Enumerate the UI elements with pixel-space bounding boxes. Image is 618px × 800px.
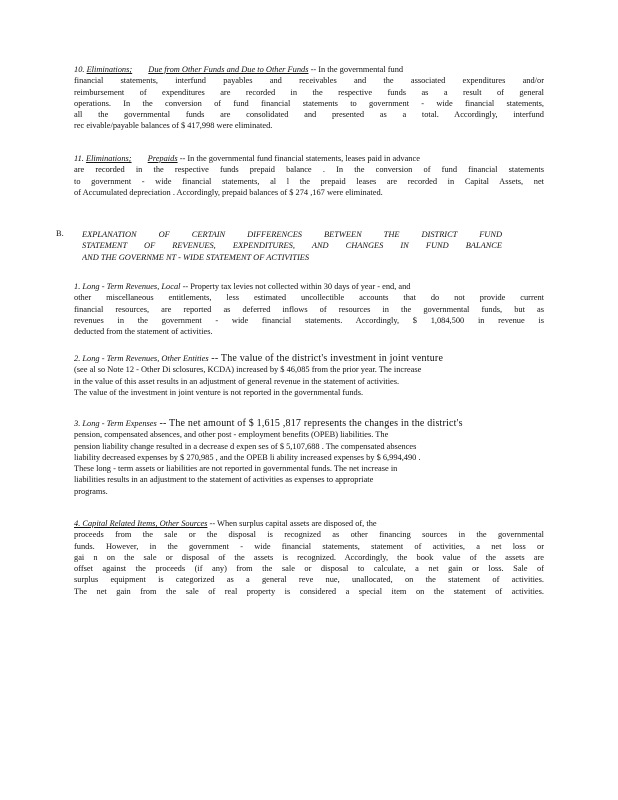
section-11-title: Eliminations;	[85, 154, 132, 163]
section-11-subject: Prepaids	[147, 154, 178, 163]
section-1-line-4: deducted from the statement of activities.	[74, 327, 213, 337]
section-10-heading-line	[74, 64, 544, 75]
section-1-heading-line	[74, 281, 544, 292]
section-2-heading-line	[74, 353, 544, 364]
section-1-long-term-revenues-local	[74, 281, 544, 337]
section-10-number: 10.	[74, 65, 85, 74]
section-2-line-2: The value of the investment in joint venture is not reported in the governmental funds.	[74, 387, 364, 397]
section-11-eliminations-prepaids	[74, 153, 544, 198]
section-11-number: 11.	[74, 154, 84, 163]
section-11-line-2: to government - wide financial statements, al l the prepaid leases are recorded in Capital Assets, net	[74, 176, 544, 186]
section-1-line-3: revenues in the government - wide financial statements. Accordingly, $ 1,084,500 in revenue is	[74, 315, 544, 325]
section-10-line-0: -- In the governmental fund	[308, 65, 404, 74]
section-4-line-1: proceeds from the sale or the disposal is recognized as other financing sources in the governmental	[74, 530, 544, 540]
section-3-line-5: programs.	[74, 486, 108, 496]
section-2-line-1: in the value of this asset results in an adjustment of general revenue in the statement of activities.	[74, 376, 400, 386]
section-2-lead: -- The value of the district's investment in joint venture	[208, 353, 444, 364]
section-11-heading-line	[74, 153, 544, 164]
section-10-subject: Due from Other Funds and Due to Other Funds	[148, 65, 309, 74]
section-b-title-line-0: EXPLANATION OF CERTAIN DIFFERENCES BETWEEN THE DISTRICT FUND	[82, 230, 502, 239]
section-10-line-1: financial statements, interfund payables and receivables and the associated expenditures and/or	[74, 76, 544, 86]
section-11-line-0: -- In the governmental fund financial statements, leases paid in advance	[177, 154, 420, 163]
section-3-heading: 3. Long - Term Expenses	[74, 419, 157, 428]
section-3-lead: -- The net amount of $ 1,615 ,817 represents the changes in the district's	[156, 418, 463, 429]
section-11-line-3: of Accumulated depreciation . Accordingly, prepaid balances of $ 274 ,167 were eliminated.	[74, 187, 383, 197]
section-3-line-0: pension, compensated absences, and other post - employment benefits (OPEB) liabilities. The	[74, 430, 389, 440]
section-10-line-3: operations. In the conversion of fund financial statements to government - wide financial statements,	[74, 98, 544, 108]
section-10-line-5: rec eivable/payable balances of $ 417,998 were eliminated.	[74, 121, 273, 131]
section-b-letter: B.	[56, 229, 64, 238]
section-1-line-0: -- Property tax levies not collected within 30 days of year - end, and	[180, 282, 411, 291]
section-4-line-4: offset against the proceeds (if any) from the sale or disposal to calculate, a net gain or loss. Sale of	[74, 564, 544, 574]
section-3-line-3: These long - term assets or liabilities are not reported in governmental funds. The net increase in	[74, 464, 398, 474]
section-4-capital-related-items	[74, 518, 544, 597]
section-4-heading: 4. Capital Related Items, Other Sources	[74, 519, 208, 528]
section-4-line-2: funds. However, in the government - wide financial statements, statement of activities, a net loss or	[74, 541, 544, 551]
section-3-line-1: pension liability change resulted in a decrease d expen ses of $ 5,107,688 . The compensated absences	[74, 441, 417, 451]
section-10-eliminations-due-funds	[74, 64, 544, 132]
section-1-line-1: other miscellaneous entitlements, less estimated uncollectible accounts that do not provide current	[74, 293, 544, 303]
section-b-title-line-2: AND THE GOVERNME NT - WIDE STATEMENT OF ACTIVITIES	[82, 252, 310, 262]
section-2-long-term-revenues-other	[74, 353, 544, 398]
section-11-line-1: are recorded in the respective funds prepaid balance . In the conversion of fund financial statements	[74, 165, 544, 175]
section-2-line-0: (see al so Note 12 - Other Di sclosures, KCDA) increased by $ 46,085 from the prior year. The increase	[74, 365, 422, 375]
section-2-heading: 2. Long - Term Revenues, Other Entities	[74, 354, 209, 363]
section-10-title: Eliminations;	[86, 65, 133, 74]
section-3-long-term-expenses	[74, 418, 544, 497]
section-3-heading-line	[74, 418, 544, 429]
section-3-line-2: liability decreased expenses by $ 270,985 , and the OPEB li ability increased expenses by $ 6,994,490 .	[74, 452, 421, 462]
section-10-line-4: all the governmental funds are consolidated and presented as a total. Accordingly, interfund	[74, 110, 544, 120]
section-4-line-0: -- When surplus capital assets are disposed of, the	[207, 519, 377, 528]
section-b-title-line-1: STATEMENT OF REVENUES, EXPENDITURES, AND CHANGES IN FUND BALANCE	[82, 241, 502, 251]
section-4-heading-line	[74, 518, 544, 529]
section-10-line-2: reimbursement of expenditures are recorded in the respective funds as a result of general	[74, 87, 544, 97]
section-3-line-4: liabilities results in an adjustment to the statement of activities as expenses to appropriate	[74, 475, 374, 485]
section-4-line-6: The net gain from the sale of real property is considered a special item on the statement of activities.	[74, 586, 544, 596]
section-1-line-2: financial resources, are reported as deferred inflows of resources in the governmental funds, but as	[74, 304, 544, 314]
section-4-line-5: surplus equipment is categorized as a general reve nue, unallocated, on the statement of activities.	[74, 575, 544, 585]
section-4-line-3: gai n on the sale or disposal of the assets is recognized. Accordingly, the book value of the assets are	[74, 552, 544, 562]
section-1-heading: 1. Long - Term Revenues, Local	[74, 282, 181, 291]
section-b-heading	[82, 229, 502, 263]
